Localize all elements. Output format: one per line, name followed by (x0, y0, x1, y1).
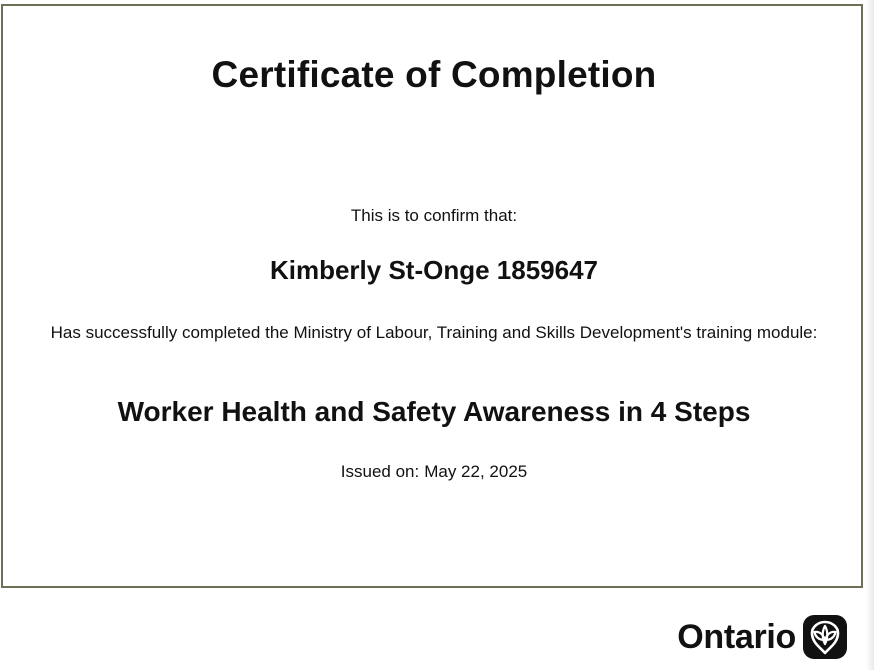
certificate-title: Certificate of Completion (211, 54, 657, 95)
completion-statement: Has successfully completed the Ministry of Labour, Training and Skills Development's training module: (50, 323, 818, 342)
trillium-icon (802, 614, 848, 660)
issued-line (3, 462, 865, 482)
module-name: Worker Health and Safety Awareness in 4 Steps (117, 396, 751, 427)
ontario-logo (677, 614, 848, 660)
issued-label: Issued on: (340, 462, 420, 481)
certificate-frame (1, 4, 863, 588)
issued-date: May 22, 2025 (424, 462, 528, 481)
page-edge-shadow (866, 0, 874, 670)
ontario-wordmark: Ontario (677, 617, 796, 656)
confirmation-text: This is to confirm that: (350, 206, 518, 225)
recipient-name: Kimberly St-Onge 1859647 (269, 255, 599, 285)
